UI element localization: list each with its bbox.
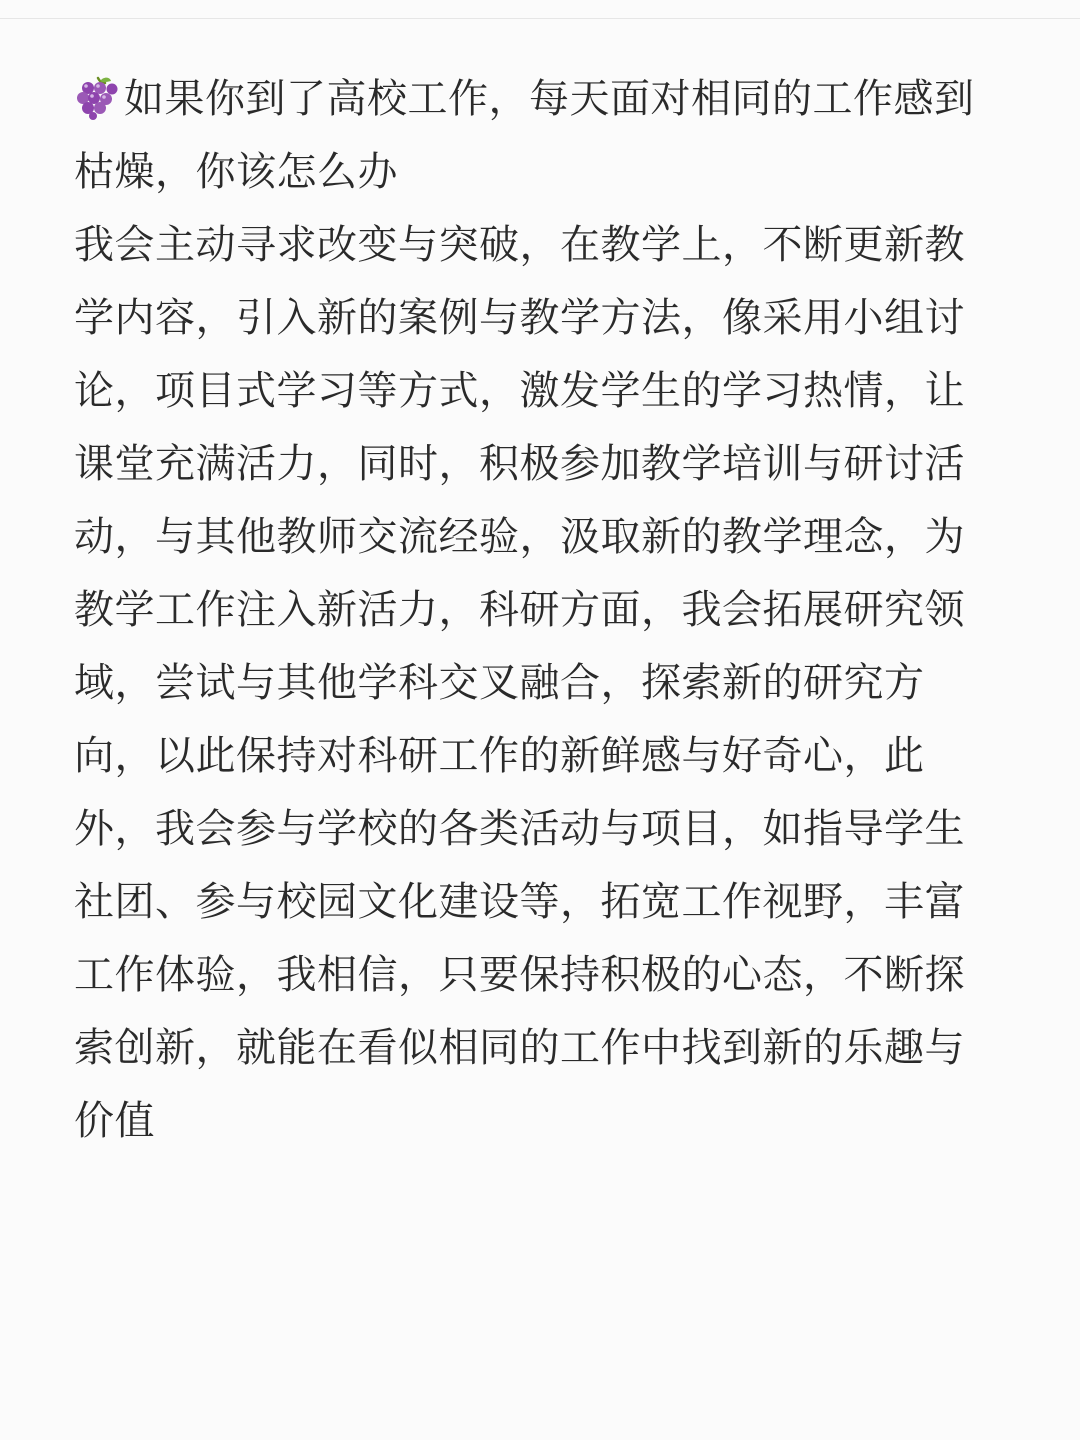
body-line: 索创新，就能在看似相同的工作中找到新的乐趣与 (74, 1025, 965, 1071)
note-content (74, 63, 1009, 1158)
body-line: 社团、参与校园文化建设等，拓宽工作视野，丰富 (74, 879, 965, 925)
body-line: 工作体验，我相信，只要保持积极的心态，不断探 (74, 952, 965, 998)
body-line: 论，项目式学习等方式，激发学生的学习热情，让 (74, 368, 965, 414)
body-line: 域，尝试与其他学科交叉融合，探索新的研究方 (74, 660, 925, 706)
body-line: 动，与其他教师交流经验，汲取新的教学理念，为 (74, 514, 965, 560)
body-line: 学内容，引入新的案例与教学方法，像采用小组讨 (74, 295, 965, 341)
body-line: 我会主动寻求改变与突破，在教学上，不断更新教 (74, 222, 965, 268)
top-divider (0, 18, 1080, 19)
body-line: 外，我会参与学校的各类活动与项目，如指导学生 (74, 806, 965, 852)
body-line: 教学工作注入新活力，科研方面，我会拓展研究领 (74, 587, 965, 633)
body-line: 课堂充满活力，同时，积极参加教学培训与研讨活 (74, 441, 965, 487)
grape-emoji-icon (74, 74, 120, 120)
title-line-2: 枯燥，你该怎么办 (74, 149, 398, 195)
body-line: 价值 (74, 1098, 155, 1144)
title-line-1 (74, 63, 1009, 136)
title-text-1: 如果你到了高校工作，每天面对相同的工作感到 (124, 76, 975, 122)
body-line: 向，以此保持对科研工作的新鲜感与好奇心，此 (74, 733, 925, 779)
